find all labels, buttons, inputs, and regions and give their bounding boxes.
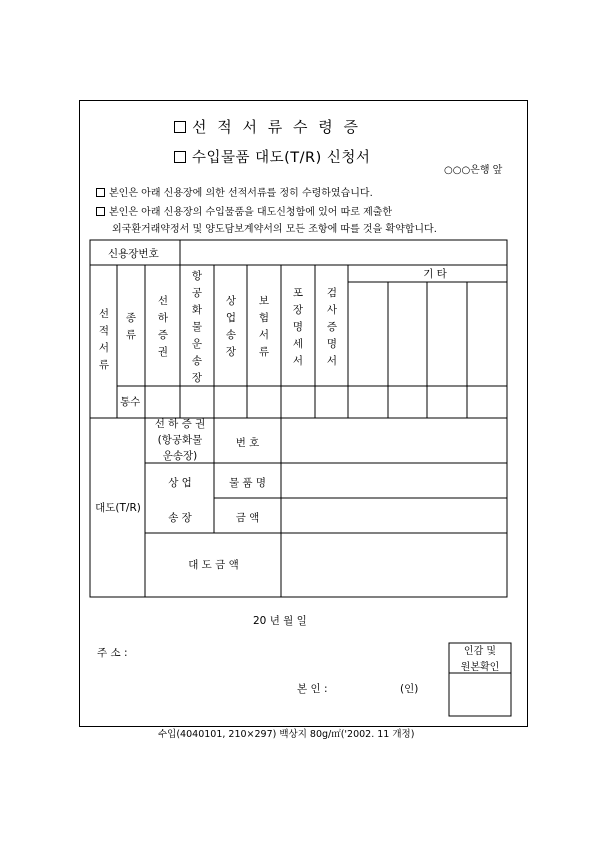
tr-amount-label: 대 도 금 액 bbox=[188, 559, 239, 571]
number-label: 번 호 bbox=[235, 437, 260, 449]
col-commercial-invoice: 상 업 송 장 bbox=[225, 295, 237, 358]
statement-2-text: 본인은 아래 신용장의 수입물품을 대도신청함에 있어 따로 제출한 bbox=[109, 207, 393, 218]
invoice-label-top: 상 업 bbox=[168, 477, 192, 489]
tr-label: 대도(T/R) bbox=[95, 502, 141, 514]
form-code: 수입(4040101, 210×297) 백상지 80g/㎡('2002. 11 개정) bbox=[158, 729, 415, 740]
statement-3: 외국환거래약정서 및 양도담보계약서의 모든 조항에 따를 것을 확약합니다. bbox=[112, 224, 437, 235]
bl-label-line3: 운송장) bbox=[162, 450, 198, 462]
invoice-label-bottom: 송 장 bbox=[168, 512, 192, 524]
lc-number-label: 신용장번호 bbox=[108, 248, 159, 260]
col-packing-list: 포 장 명 세 서 bbox=[292, 287, 304, 367]
col-bill-of-lading: 선 하 증 권 bbox=[157, 295, 169, 358]
copies-label: 통수 bbox=[120, 396, 141, 408]
col-other: 기 타 bbox=[423, 268, 447, 280]
address-label: 주 소 : bbox=[97, 647, 128, 659]
principal-label: 본 인 : bbox=[297, 683, 328, 695]
amount-label: 금 액 bbox=[235, 512, 260, 524]
date-line: 20 년 월 일 bbox=[253, 615, 307, 627]
seal-box-line1: 인감 및 bbox=[463, 646, 497, 657]
title-application-text: 수입물품 대도(T/R) 신청서 bbox=[192, 150, 371, 166]
goods-name-label: 물 품 명 bbox=[228, 477, 267, 489]
col-inspection-cert: 검 사 증 명 서 bbox=[326, 287, 338, 367]
col-type: 종 류 bbox=[125, 312, 137, 341]
bl-label bbox=[146, 416, 214, 464]
seal-mark: (인) bbox=[400, 683, 419, 695]
bank-addressee: ○○○은행 앞 bbox=[444, 165, 503, 176]
bl-label-line1: 선 하 증 권 bbox=[154, 418, 206, 430]
shipping-docs-label: 선 적 서 류 bbox=[98, 308, 110, 371]
bl-label-line2: (항공화물 bbox=[157, 434, 203, 446]
title-receipt-text: 선 적 서 류 수 령 증 bbox=[192, 118, 362, 136]
statement-1-text: 본인은 아래 신용장에 의한 선적서류를 정히 수령하였습니다. bbox=[109, 188, 373, 199]
col-insurance-docs: 보 험 서 류 bbox=[258, 295, 270, 358]
col-air-waybill: 항 공 화 물 운 송 장 bbox=[191, 270, 203, 384]
seal-box-line2: 원본확인 bbox=[460, 662, 500, 673]
